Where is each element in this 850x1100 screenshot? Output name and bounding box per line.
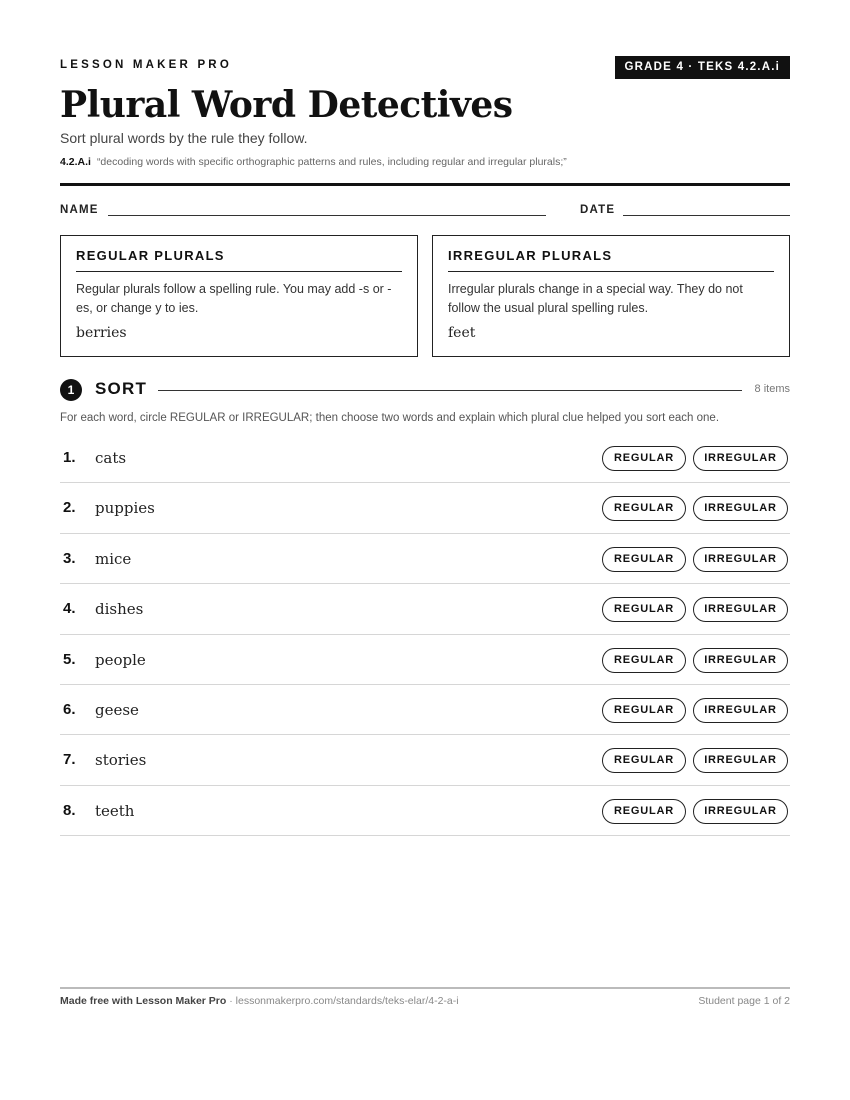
rule-description: Irregular plurals change in a special way. They do not follow the usual plural spelling rules.	[448, 282, 743, 315]
word-number: 3.	[63, 549, 76, 567]
plural-word: cats	[95, 449, 127, 467]
name-field[interactable]	[108, 215, 546, 216]
standard-text: “decoding words with specific orthographic patterns and rules, including regular and irregular plurals;”	[96, 156, 567, 168]
rule-example: feet	[448, 325, 476, 341]
irregular-choice-button[interactable]: IRREGULAR	[693, 496, 788, 521]
word-row	[60, 483, 790, 533]
word-number: 7.	[63, 751, 76, 769]
regular-choice-button[interactable]: REGULAR	[602, 496, 686, 521]
name-label: NAME	[60, 204, 99, 216]
plural-word: teeth	[95, 801, 135, 820]
word-number: 5.	[63, 650, 76, 668]
irregular-choice-button[interactable]: IRREGULAR	[693, 597, 788, 622]
standard-code: 4.2.A.i	[60, 156, 91, 168]
footer-divider	[60, 987, 790, 989]
word-number: 1.	[63, 449, 76, 466]
date-label: DATE	[580, 204, 616, 216]
footer-separator: ·	[226, 995, 236, 1007]
page-footer	[60, 995, 790, 1007]
irregular-plurals-box	[432, 235, 790, 357]
word-row	[60, 584, 790, 634]
header-divider	[60, 183, 790, 186]
plural-word: people	[95, 650, 146, 669]
section-title: SORT	[95, 379, 148, 398]
irregular-choice-button[interactable]: IRREGULAR	[693, 648, 788, 673]
plural-word: puppies	[95, 499, 155, 518]
plural-word: dishes	[95, 600, 144, 619]
footer-credit: Made free with Lesson Maker Pro	[60, 995, 227, 1007]
plural-word: stories	[95, 751, 147, 770]
grade-badge: GRADE 4 · TEKS 4.2.A.i	[615, 56, 790, 79]
page-title: Plural Word Detectives	[60, 84, 513, 126]
word-list	[60, 433, 790, 836]
sort-section-header	[60, 378, 790, 402]
word-row	[60, 433, 790, 483]
word-row	[60, 534, 790, 584]
standard-line	[60, 156, 567, 168]
page-number: Student page 1 of 2	[698, 995, 790, 1007]
rule-heading: REGULAR PLURALS	[76, 248, 402, 272]
word-number: 8.	[63, 801, 76, 819]
word-row	[60, 735, 790, 785]
plural-word: geese	[95, 700, 139, 719]
word-number: 6.	[63, 700, 76, 718]
rule-description: Regular plurals follow a spelling rule. You may add -s or -es, or change y to ies.	[76, 282, 392, 315]
regular-choice-button[interactable]: REGULAR	[602, 799, 686, 824]
regular-choice-button[interactable]: REGULAR	[602, 748, 686, 773]
regular-plurals-box	[60, 235, 418, 357]
brand-name: LESSON MAKER PRO	[60, 59, 232, 71]
top-bar	[60, 56, 790, 80]
rule-example: berries	[76, 325, 127, 341]
regular-choice-button[interactable]: REGULAR	[602, 446, 686, 471]
word-number: 4.	[63, 600, 76, 618]
irregular-choice-button[interactable]: IRREGULAR	[693, 547, 788, 572]
rule-heading: IRREGULAR PLURALS	[448, 248, 774, 272]
sort-instructions: For each word, circle REGULAR or IRREGULAR; then choose two words and explain which plural clue helped you sort each one.	[60, 412, 720, 424]
step-number-badge: 1	[60, 379, 82, 401]
regular-choice-button[interactable]: REGULAR	[602, 648, 686, 673]
word-row	[60, 685, 790, 735]
name-date-row	[60, 204, 790, 220]
page-subtitle: Sort plural words by the rule they follow.	[60, 130, 308, 146]
irregular-choice-button[interactable]: IRREGULAR	[693, 446, 788, 471]
word-row	[60, 635, 790, 685]
footer-url: lessonmakerpro.com/standards/teks-elar/4-2-a-i	[235, 995, 459, 1007]
word-row	[60, 786, 790, 836]
regular-choice-button[interactable]: REGULAR	[602, 547, 686, 572]
date-field[interactable]	[623, 215, 790, 216]
worksheet-page	[60, 0, 790, 1100]
regular-choice-button[interactable]: REGULAR	[602, 698, 686, 723]
section-divider	[158, 390, 742, 391]
item-count: 8 items	[754, 383, 790, 395]
irregular-choice-button[interactable]: IRREGULAR	[693, 799, 788, 824]
regular-choice-button[interactable]: REGULAR	[602, 597, 686, 622]
word-number: 2.	[63, 499, 76, 517]
plural-word: mice	[95, 549, 132, 568]
irregular-choice-button[interactable]: IRREGULAR	[693, 698, 788, 723]
irregular-choice-button[interactable]: IRREGULAR	[693, 748, 788, 773]
